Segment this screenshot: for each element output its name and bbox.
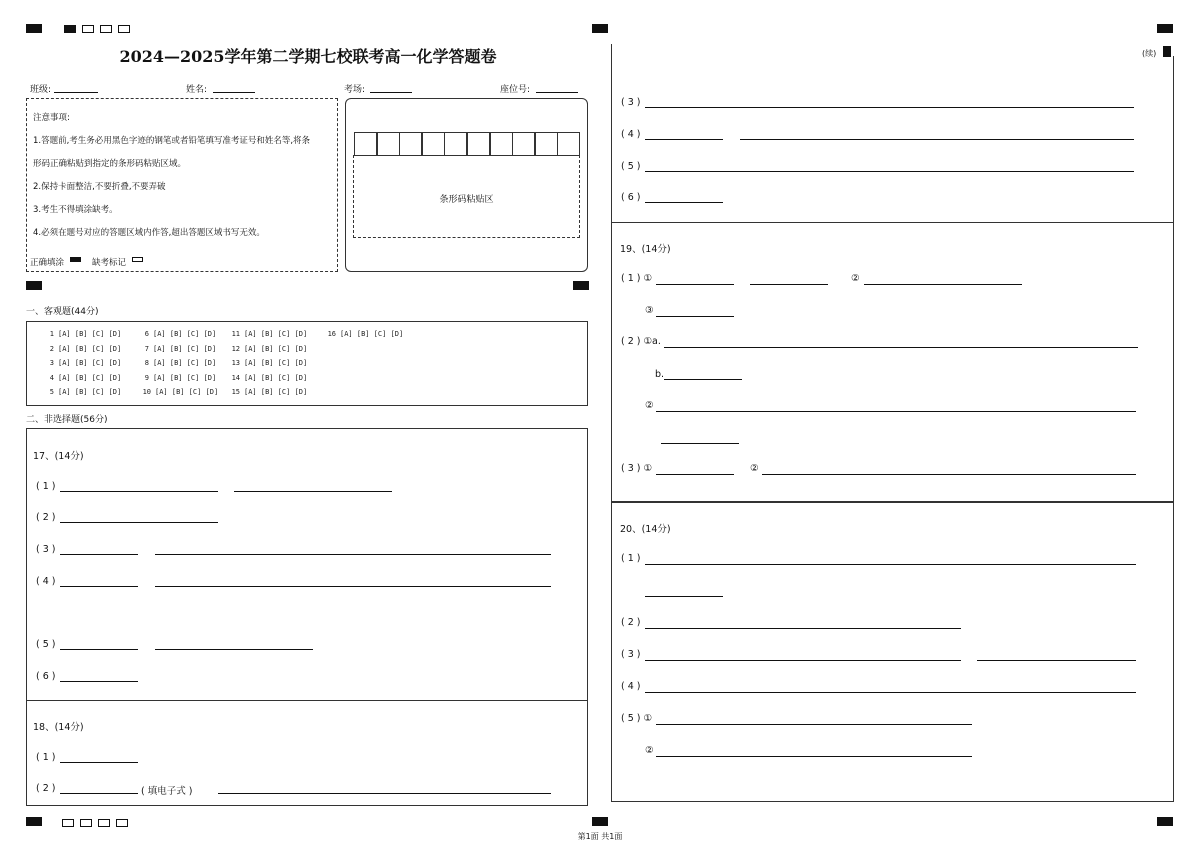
barcode-paste-label: 条形码粘贴区 [439,195,494,205]
q18-p2-blank-a[interactable] [60,793,138,794]
question-number: 2 [49,344,54,353]
objective-question-row[interactable] [44,374,121,382]
q17-p3-blank-a[interactable] [60,554,138,555]
class-label: 班级: [30,85,52,95]
page-code-square [82,25,94,33]
q17-p3-blank-b[interactable] [155,554,551,555]
q18-p4-blank-a[interactable] [645,139,723,140]
q17-part-1: ( 1 ) [36,481,56,492]
answer-options[interactable]: [A] [B] [C] [D] [58,359,122,367]
notice-line: 形码正确粘贴到指定的条形码粘贴区域。 [33,159,187,169]
q17-p1-blank-a[interactable] [60,491,218,492]
q18-p3-blank[interactable] [645,107,1134,108]
q19-p3-blank-a[interactable] [656,474,734,475]
q18-part-4: ( 4 ) [621,129,641,140]
answer-options[interactable]: [A] [B] [C] [D] [58,388,122,396]
page-code-square [62,819,74,827]
page-code-square [64,25,76,33]
answer-options[interactable]: [A] [B] [C] [D] [244,330,308,338]
subjective-section-title: 二、非选择题(56分) [26,415,108,425]
q20-p5-circle-2: ② [645,745,654,756]
objective-question-row[interactable] [139,330,216,338]
objective-question-row[interactable] [230,345,307,353]
q17-p4-blank-b[interactable] [155,586,551,587]
q19-part-3: ( 3 ) ① [621,463,653,474]
legend-correct-label: 正确填涂 [30,258,65,268]
q20-p5-blank-a[interactable] [656,724,972,725]
q19-part-1: ( 1 ) ① [621,273,653,284]
question-number: 15 [231,388,240,396]
q17-part-2: ( 2 ) [36,512,56,523]
notice-line: 3.考生不得填涂缺考。 [33,205,118,215]
exam-number-cell[interactable] [354,132,377,156]
continued-label: (续) [1142,49,1157,58]
question-number: 14 [231,373,240,382]
answer-options[interactable]: [A] [B] [C] [D] [153,330,217,338]
q18-p2-blank-b[interactable] [218,793,551,794]
q19-p2-label-b: b. [655,369,665,380]
q20-part-1: ( 1 ) [621,553,641,564]
answer-options[interactable]: [A] [B] [C] [D] [244,373,308,382]
q20-p3-blank-a[interactable] [645,660,961,661]
notice-line: 1.答题前,考生务必用黑色字迹的钢笔或者铅笔填写准考证号和姓名等,将条 [33,136,311,146]
alignment-mark-top-left [26,24,42,33]
q19-p1-blank-a[interactable] [656,284,734,285]
objective-question-row[interactable] [139,359,216,367]
q17-p4-blank-a[interactable] [60,586,138,587]
q19-answer-box [611,222,1174,502]
q20-p1-blank-b[interactable] [645,596,723,597]
q18-p2-hint: ( 填电子式 ) [141,786,193,797]
alignment-mark-bottom-right [1157,817,1173,826]
notice-line: 2.保持卡面整洁,不要折叠,不要弄破 [33,182,166,192]
answer-options[interactable]: [A] [B] [C] [D] [244,359,308,367]
objective-question-row[interactable] [230,330,307,338]
q20-p3-blank-b[interactable] [977,660,1136,661]
q18-p4-blank-b[interactable] [740,139,1134,140]
page-code-square [116,819,128,827]
question-number: 5 [49,388,54,396]
answer-options[interactable]: [A] [B] [C] [D] [58,373,122,382]
exam-number-cell[interactable] [377,132,400,156]
answer-options[interactable]: [A] [B] [C] [D] [340,330,404,338]
q19-p3-circle-2: ② [750,463,759,474]
q19-part-2: ( 2 ) ①a. [621,336,661,347]
objective-question-row[interactable] [139,374,216,382]
objective-question-row[interactable] [230,359,307,367]
q19-p1-blank-c[interactable] [864,284,1022,285]
q18-title: 18、(14分) [33,722,84,733]
q20-part-3: ( 3 ) [621,649,641,660]
objective-question-row[interactable] [326,330,403,338]
q19-p2-blank-b[interactable] [664,379,742,380]
exam-number-cell[interactable] [490,132,513,156]
question-number: 4 [49,373,54,382]
answer-options[interactable]: [A] [B] [C] [D] [244,344,308,353]
q17-q18-divider [26,700,588,701]
alignment-mark-bottom-center [592,817,608,826]
q17-p5-blank-b[interactable] [155,649,313,650]
exam-room-label: 考场: [344,85,366,95]
legend-absent-label: 缺考标记 [92,258,127,268]
q18-part-6: ( 6 ) [621,192,641,203]
q17-q18-answer-box [26,428,588,806]
question-number: 11 [231,330,240,338]
legend-absent-mark[interactable] [132,257,143,262]
objective-question-row[interactable] [139,345,216,353]
legend-correct-mark [70,257,81,262]
alignment-mark-top-right [1157,24,1173,33]
q17-p1-blank-b[interactable] [234,491,392,492]
name-label: 姓名: [186,85,208,95]
answer-options[interactable]: [A] [B] [C] [D] [58,344,122,353]
q18-p6-blank[interactable] [645,202,723,203]
q17-part-5: ( 5 ) [36,639,56,650]
q19-p1-blank-d[interactable] [656,316,734,317]
q20-p4-blank[interactable] [645,692,1136,693]
exam-number-cell[interactable] [399,132,422,156]
exam-number-cell[interactable] [535,132,558,156]
answer-options[interactable]: [A] [B] [C] [D] [155,388,219,396]
q20-p2-blank[interactable] [645,628,961,629]
answer-options[interactable]: [A] [B] [C] [D] [244,388,308,396]
alignment-mark-top-center [592,24,608,33]
answer-options[interactable]: [A] [B] [C] [D] [58,330,122,338]
q19-p1-circle-2: ② [851,273,860,284]
question-number: 1 [49,330,54,338]
objective-question-row[interactable] [230,388,307,396]
page-code-square [118,25,130,33]
q17-p5-blank-a[interactable] [60,649,138,650]
q17-title: 17、(14分) [33,451,84,462]
q20-part-4: ( 4 ) [621,681,641,692]
question-number: 6 [144,330,149,338]
question-number: 12 [231,344,240,353]
exam-room-field[interactable] [370,92,412,93]
answer-options[interactable]: [A] [B] [C] [D] [153,344,217,353]
objective-section-title: 一、客观题(44分) [26,307,99,317]
notice-line: 4.必须在题号对应的答题区域内作答,超出答题区域书写无效。 [33,228,265,238]
q19-p2-blank-a[interactable] [664,347,1138,348]
q18-p5-blank[interactable] [645,171,1134,172]
question-number: 9 [144,373,149,382]
question-number: 8 [144,359,149,367]
exam-number-cell[interactable] [557,132,580,156]
q19-p1-circle-3: ③ [645,305,654,316]
q17-part-4: ( 4 ) [36,576,56,587]
q19-p1-blank-b[interactable] [750,284,828,285]
q19-p3-blank-b[interactable] [762,474,1136,475]
alignment-mark-mid-center [573,281,589,290]
exam-number-cell[interactable] [444,132,467,156]
page-code-square [98,819,110,827]
page-code-square [80,819,92,827]
q17-part-6: ( 6 ) [36,671,56,682]
alignment-mark-bottom-left [26,817,42,826]
question-number: 13 [231,359,240,367]
exam-number-cell[interactable] [422,132,445,156]
q18-cont-left-border [611,44,612,222]
q18-part-2: ( 2 ) [36,783,56,794]
page-title: 2024—2025学年第二学期七校联考高一化学答题卷 [119,47,497,66]
q20-part-5: ( 5 ) ① [621,713,653,724]
q18-part-3: ( 3 ) [621,97,641,108]
q19-p2-circle-2: ② [645,400,654,411]
notice-heading: 注意事项: [33,113,70,123]
q20-part-2: ( 2 ) [621,617,641,628]
q20-p5-blank-b[interactable] [656,756,972,757]
q18-part-1: ( 1 ) [36,752,56,763]
q17-p6-blank[interactable] [60,681,138,682]
q18-cont-right-border [1173,56,1174,222]
q18-part-5: ( 5 ) [621,161,641,172]
q17-part-3: ( 3 ) [36,544,56,555]
exam-number-cell[interactable] [512,132,535,156]
q20-answer-box [611,502,1174,802]
q20-p1-blank-a[interactable] [645,564,1136,565]
page-number: 第1面 共1面 [577,832,623,841]
q19-p2-blank-d[interactable] [661,443,739,444]
alignment-mark-continued [1163,46,1171,57]
answer-options[interactable]: [A] [B] [C] [D] [153,373,217,382]
question-number: 3 [49,359,54,367]
question-number: 10 [142,388,151,396]
objective-question-row[interactable] [230,374,307,382]
objective-question-row[interactable] [44,359,121,367]
objective-question-row[interactable] [139,388,218,396]
objective-question-row[interactable] [44,345,121,353]
question-number: 16 [327,330,336,338]
alignment-mark-mid-left [26,281,42,290]
seat-number-field[interactable] [536,92,578,93]
objective-question-row[interactable] [44,330,121,338]
exam-number-cell[interactable] [467,132,490,156]
q20-title: 20、(14分) [620,524,671,535]
name-field[interactable] [213,92,255,93]
q19-title: 19、(14分) [620,244,671,255]
answer-options[interactable]: [A] [B] [C] [D] [153,359,217,367]
q18-p1-blank[interactable] [60,762,138,763]
q17-p2-blank[interactable] [60,522,218,523]
seat-number-label: 座位号: [500,85,531,95]
objective-question-row[interactable] [44,388,121,396]
question-number: 7 [144,344,149,353]
class-field[interactable] [54,92,98,93]
page-code-square [100,25,112,33]
q19-p2-blank-c[interactable] [656,411,1136,412]
